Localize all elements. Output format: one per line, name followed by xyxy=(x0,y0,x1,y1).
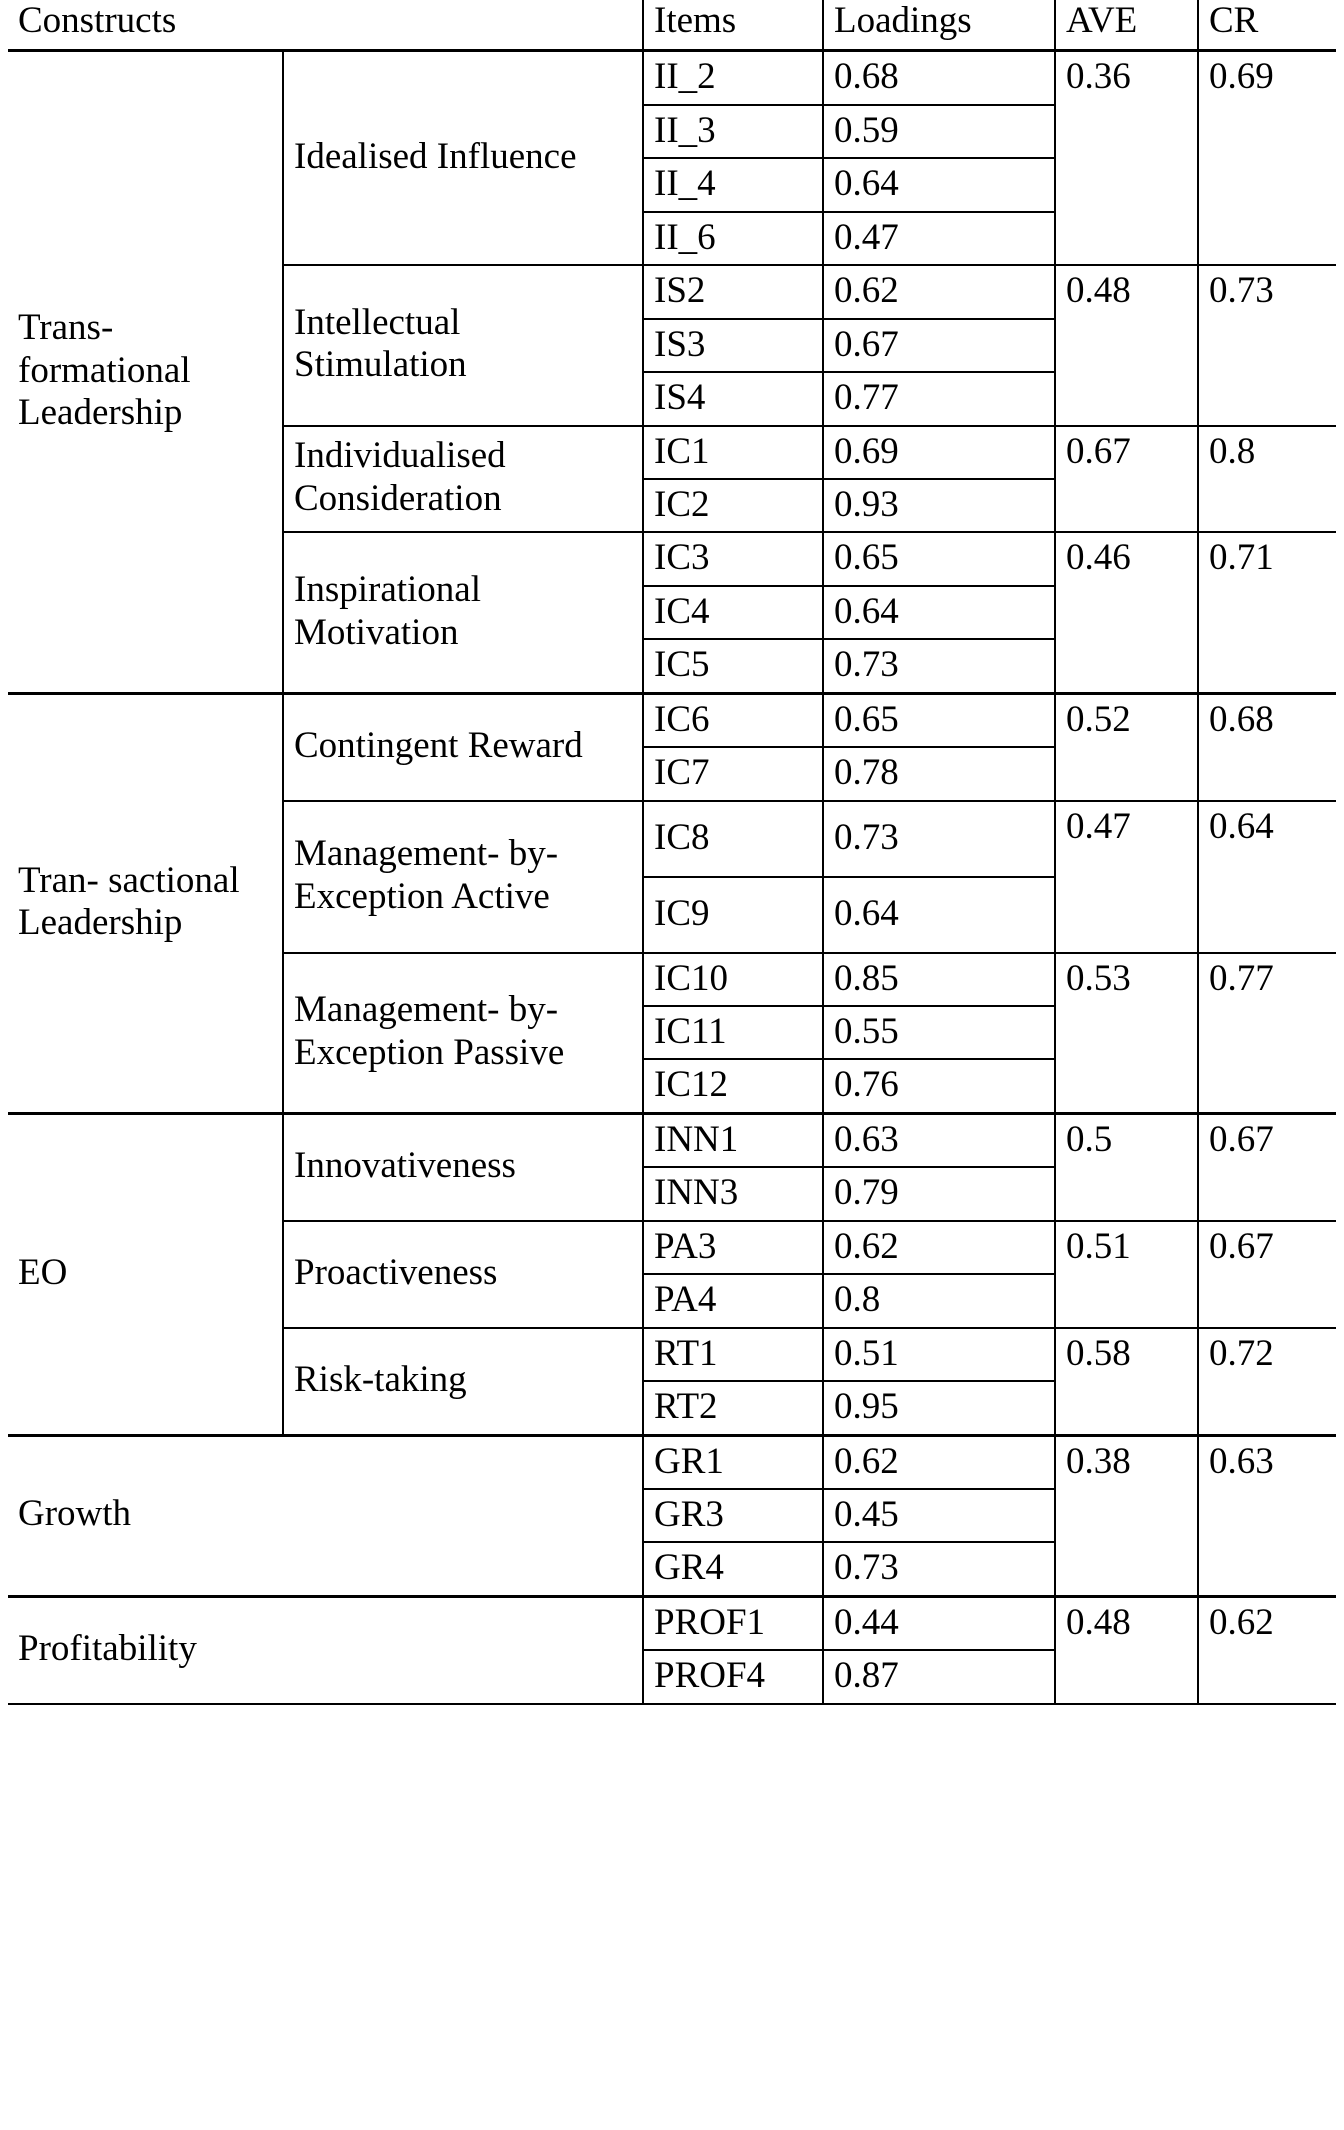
item-code: RT2 xyxy=(643,1381,823,1435)
item-code: PROF1 xyxy=(643,1596,823,1650)
loading-value: 0.64 xyxy=(823,158,1055,211)
cr-value: 0.8 xyxy=(1198,426,1336,533)
dimension-name: Management- by- Exception Active xyxy=(283,801,643,953)
cr-value: 0.68 xyxy=(1198,693,1336,800)
dimension-name: Inspirational Motivation xyxy=(283,532,643,693)
construct-name: Growth xyxy=(8,1435,643,1596)
loading-value: 0.93 xyxy=(823,479,1055,532)
loading-value: 0.64 xyxy=(823,877,1055,953)
loading-value: 0.47 xyxy=(823,212,1055,265)
loading-value: 0.51 xyxy=(823,1328,1055,1381)
ave-value: 0.48 xyxy=(1055,265,1198,425)
ave-value: 0.52 xyxy=(1055,693,1198,800)
construct-validity-table xyxy=(8,0,1336,1705)
table-row xyxy=(8,1596,1336,1650)
cr-value: 0.63 xyxy=(1198,1435,1336,1596)
cr-value: 0.67 xyxy=(1198,1221,1336,1328)
item-code: IC11 xyxy=(643,1006,823,1059)
column-header-loadings: Loadings xyxy=(823,0,1055,51)
item-code: INN1 xyxy=(643,1113,823,1167)
ave-value: 0.67 xyxy=(1055,426,1198,533)
table-header xyxy=(8,0,1336,51)
item-code: IS3 xyxy=(643,319,823,372)
loading-value: 0.73 xyxy=(823,1542,1055,1596)
table-row xyxy=(8,693,1336,747)
dimension-name: Risk-taking xyxy=(283,1328,643,1435)
cr-value: 0.71 xyxy=(1198,532,1336,693)
column-header-constructs: Constructs xyxy=(8,0,643,51)
dimension-name: Individualised Consideration xyxy=(283,426,643,533)
item-code: IS4 xyxy=(643,372,823,425)
loading-value: 0.8 xyxy=(823,1274,1055,1327)
item-code: IC4 xyxy=(643,586,823,639)
item-code: II_3 xyxy=(643,105,823,158)
item-code: GR4 xyxy=(643,1542,823,1596)
item-code: II_2 xyxy=(643,51,823,105)
item-code: IC6 xyxy=(643,693,823,747)
construct-name: Tran- sactional Leadership xyxy=(8,693,283,1113)
dimension-name: Innovativeness xyxy=(283,1113,643,1220)
loading-value: 0.44 xyxy=(823,1596,1055,1650)
ave-value: 0.38 xyxy=(1055,1435,1198,1596)
loading-value: 0.79 xyxy=(823,1167,1055,1220)
cr-value: 0.77 xyxy=(1198,953,1336,1114)
cr-value: 0.73 xyxy=(1198,265,1336,425)
loading-value: 0.73 xyxy=(823,639,1055,693)
loading-value: 0.95 xyxy=(823,1381,1055,1435)
column-header-cr: CR xyxy=(1198,0,1336,51)
cr-value: 0.64 xyxy=(1198,801,1336,953)
loading-value: 0.85 xyxy=(823,953,1055,1006)
construct-name: Profitability xyxy=(8,1596,643,1703)
column-header-items: Items xyxy=(643,0,823,51)
loading-value: 0.73 xyxy=(823,801,1055,877)
dimension-name: Contingent Reward xyxy=(283,693,643,800)
table-row xyxy=(8,1113,1336,1167)
loading-value: 0.55 xyxy=(823,1006,1055,1059)
dimension-name: Proactiveness xyxy=(283,1221,643,1328)
item-code: INN3 xyxy=(643,1167,823,1220)
loading-value: 0.76 xyxy=(823,1059,1055,1113)
loading-value: 0.62 xyxy=(823,1221,1055,1274)
item-code: GR1 xyxy=(643,1435,823,1489)
loading-value: 0.63 xyxy=(823,1113,1055,1167)
item-code: IC7 xyxy=(643,747,823,800)
item-code: PA4 xyxy=(643,1274,823,1327)
loading-value: 0.68 xyxy=(823,51,1055,105)
ave-value: 0.36 xyxy=(1055,51,1198,265)
dimension-name: Management- by- Exception Passive xyxy=(283,953,643,1114)
cr-value: 0.69 xyxy=(1198,51,1336,265)
item-code: II_4 xyxy=(643,158,823,211)
item-code: IC1 xyxy=(643,426,823,479)
item-code: IC12 xyxy=(643,1059,823,1113)
loading-value: 0.62 xyxy=(823,265,1055,318)
item-code: PA3 xyxy=(643,1221,823,1274)
construct-name: EO xyxy=(8,1113,283,1435)
column-header-ave: AVE xyxy=(1055,0,1198,51)
loading-value: 0.62 xyxy=(823,1435,1055,1489)
loading-value: 0.67 xyxy=(823,319,1055,372)
item-code: GR3 xyxy=(643,1489,823,1542)
dimension-name: Intellectual Stimulation xyxy=(283,265,643,425)
table-row xyxy=(8,1435,1336,1489)
loading-value: 0.69 xyxy=(823,426,1055,479)
item-code: IC5 xyxy=(643,639,823,693)
loading-value: 0.64 xyxy=(823,586,1055,639)
item-code: IC10 xyxy=(643,953,823,1006)
item-code: IC2 xyxy=(643,479,823,532)
cr-value: 0.72 xyxy=(1198,1328,1336,1435)
dimension-name: Idealised Influence xyxy=(283,51,643,265)
loading-value: 0.59 xyxy=(823,105,1055,158)
loading-value: 0.77 xyxy=(823,372,1055,425)
ave-value: 0.58 xyxy=(1055,1328,1198,1435)
item-code: IC8 xyxy=(643,801,823,877)
table-row xyxy=(8,51,1336,105)
item-code: PROF4 xyxy=(643,1650,823,1703)
loading-value: 0.78 xyxy=(823,747,1055,800)
item-code: RT1 xyxy=(643,1328,823,1381)
ave-value: 0.53 xyxy=(1055,953,1198,1114)
header-row xyxy=(8,0,1336,51)
ave-value: 0.51 xyxy=(1055,1221,1198,1328)
cr-value: 0.62 xyxy=(1198,1596,1336,1703)
cr-value: 0.67 xyxy=(1198,1113,1336,1220)
loading-value: 0.87 xyxy=(823,1650,1055,1703)
ave-value: 0.46 xyxy=(1055,532,1198,693)
ave-value: 0.47 xyxy=(1055,801,1198,953)
table-body xyxy=(8,51,1336,1704)
item-code: II_6 xyxy=(643,212,823,265)
loading-value: 0.65 xyxy=(823,693,1055,747)
item-code: IC3 xyxy=(643,532,823,585)
loading-value: 0.45 xyxy=(823,1489,1055,1542)
ave-value: 0.5 xyxy=(1055,1113,1198,1220)
construct-name: Trans- formational Leadership xyxy=(8,51,283,693)
item-code: IC9 xyxy=(643,877,823,953)
loading-value: 0.65 xyxy=(823,532,1055,585)
ave-value: 0.48 xyxy=(1055,1596,1198,1703)
item-code: IS2 xyxy=(643,265,823,318)
